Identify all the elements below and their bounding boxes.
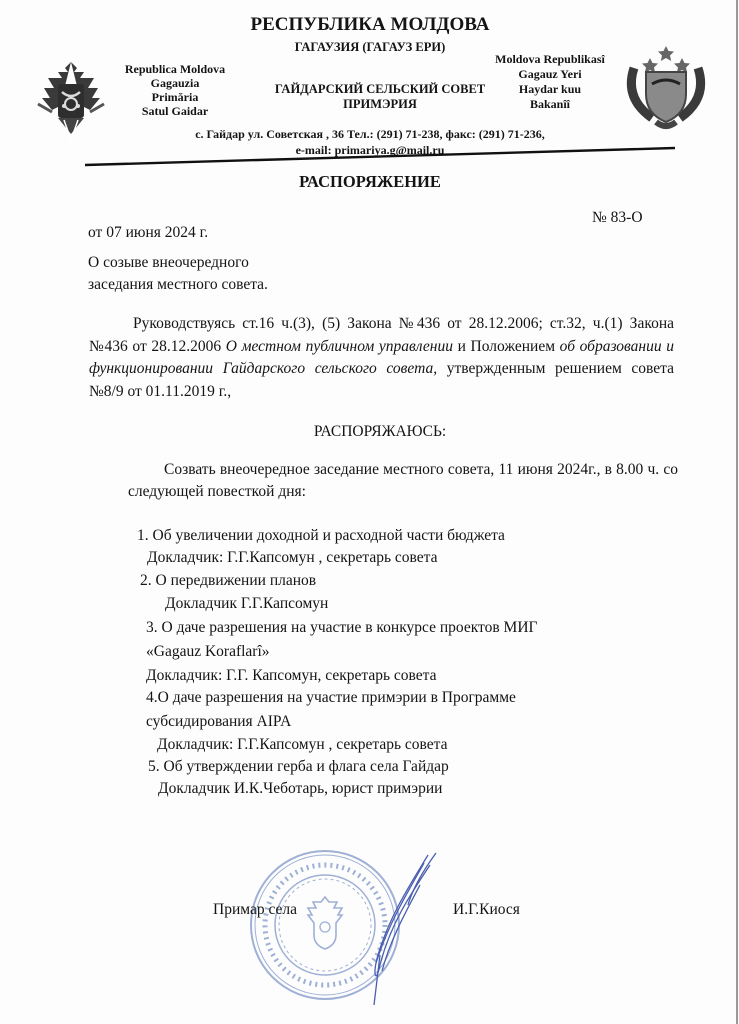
regulation-title: об образовании и функционировании Гайдарского сельского совета,: [89, 337, 674, 377]
agenda-item-2: 2. О передвижении планов: [140, 572, 317, 589]
agenda-item-5: 5. Об утверждении герба и флага села Гайдар: [148, 758, 449, 775]
agenda-speaker-2: Докладчик Г.Г.Капсомун: [165, 595, 329, 612]
address-line: с. Гайдар ул. Советская , 36 Тел.: (291) 71-238, факс: (291) 71-236,: [195, 127, 545, 141]
agenda-speaker-5: Докладчик И.К.Чеботарь, юрист примэрии: [158, 780, 443, 797]
header-left-block: [112, 62, 238, 118]
subject-line: О созыве внеочередного: [88, 254, 249, 271]
agenda-item-4: 4.О даче разрешения на участие примэрии в Программе: [146, 689, 516, 706]
agenda-speaker-3: Докладчик: Г.Г. Капсомун, секретарь совета: [146, 667, 437, 684]
header-region: ГАГАУЗИЯ (ГАГАУЗ ЕРИ): [294, 40, 446, 54]
agenda-item-1: 1. Об увеличении доходной и расходной части бюджета: [137, 527, 505, 544]
signatory-title: Примар села: [213, 901, 298, 918]
agenda-speaker-4: Докладчик: Г.Г.Капсомун , секретарь совета: [157, 736, 448, 753]
subject-line: заседания местного совета.: [88, 276, 268, 293]
header-council: [260, 82, 500, 112]
email-line[interactable]: e-mail: primariya.g@mail.ru: [295, 143, 445, 157]
header-country: РЕСПУБЛИКА МОЛДОВА: [250, 14, 490, 35]
header-divider: [85, 145, 675, 167]
header-right-line: Moldova Republikasî: [495, 52, 605, 66]
gagauzia-coat-of-arms-icon: [620, 38, 712, 132]
agenda-item-3: 3. О даче разрешения на участие в конкурсе проектов МИГ: [146, 619, 538, 636]
document-number: № 83-О: [592, 209, 643, 226]
agenda-item-3-cont: «Gagauz Koraflarî»: [146, 643, 270, 660]
header-left-line: Satul Gaidar: [141, 104, 209, 118]
header-right-line: Haydar kuu: [518, 82, 582, 96]
preamble-text: Руководствуясь ст.16 ч.(3), (5) Закона №436 от 28.12.2006; ст.32, ч.(1) Закона №436 от 28.12.2006: [89, 315, 674, 355]
order-heading: РАСПОРЯЖАЮСЬ:: [313, 423, 447, 440]
header-right-line: Gagauz Yeri: [518, 67, 582, 81]
council-name: ГАЙДАРСКИЙ СЕЛЬСКИЙ СОВЕТ: [274, 82, 486, 96]
header-right-block: [480, 52, 620, 112]
header-left-line: Primăria: [151, 90, 199, 104]
agenda-item-4-cont: субсидирования AIPA: [146, 713, 292, 730]
document-date: от 07 июня 2024 г.: [88, 224, 209, 241]
law-title: О местном публичном управлении: [225, 337, 453, 355]
signature: [350, 845, 440, 1005]
header-left-line: Gagauzia: [150, 76, 200, 90]
signatory-name: И.Г.Киося: [453, 901, 520, 918]
moldova-coat-of-arms-icon: [34, 58, 108, 146]
convene-text: Созвать внеочередное заседание местного совета, 11 июня 2024г., в 8.00 ч. со следующей повесткой дня:: [128, 461, 678, 500]
mayoralty-name: ПРИМЭРИЯ: [343, 97, 417, 111]
document-title: РАСПОРЯЖЕНИЕ: [299, 172, 441, 191]
agenda-speaker-1: Докладчик: Г.Г.Капсомун , секретарь совета: [147, 549, 438, 566]
header-right-line: Bakanîî: [529, 97, 571, 111]
convene-paragraph: [128, 459, 678, 503]
header-left-line: Republica Moldova: [124, 62, 226, 76]
preamble-text: утвержденным решением совета №8/9 от 01.11.2019 г.,: [89, 360, 674, 400]
preamble-paragraph: [89, 313, 674, 403]
preamble-text: и Положением: [452, 337, 560, 355]
